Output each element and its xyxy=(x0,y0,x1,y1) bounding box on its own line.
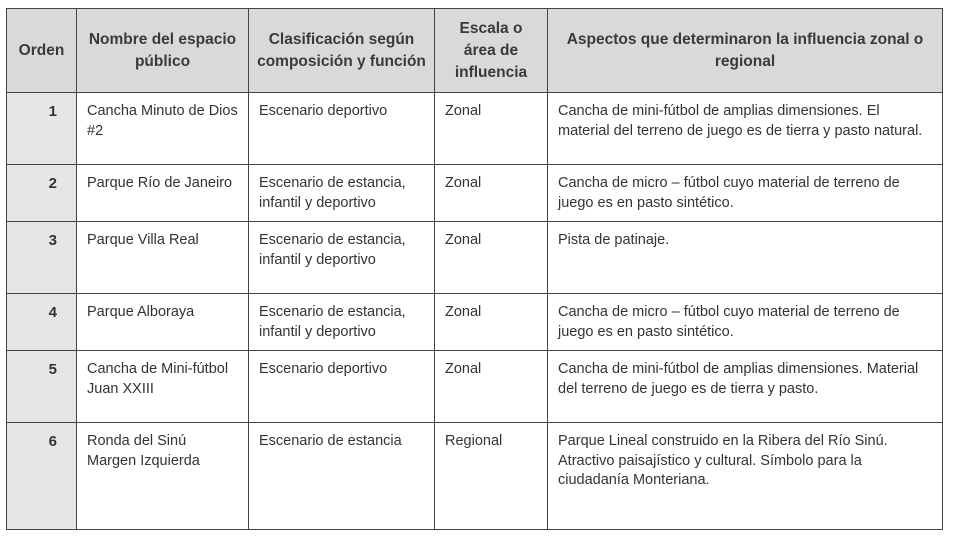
cell-aspectos: Cancha de mini-fútbol de amplias dimensiones. Material del terreno de juego es de tierra y pasto. xyxy=(548,351,943,423)
cell-nombre: Ronda del Sinú Margen Izquierda xyxy=(77,423,249,530)
cell-nombre: Cancha de Mini-fútbol Juan XXIII xyxy=(77,351,249,423)
cell-orden: 1 xyxy=(7,93,77,165)
cell-orden: 5 xyxy=(7,351,77,423)
cell-nombre: Parque Villa Real xyxy=(77,222,249,294)
cell-aspectos: Cancha de micro – fútbol cuyo material de terreno de juego es en pasto sintético. xyxy=(548,165,943,222)
cell-clasificacion: Escenario deportivo xyxy=(249,351,435,423)
cell-escala: Zonal xyxy=(435,93,548,165)
header-escala: Escala o área de influencia xyxy=(435,9,548,93)
table-row xyxy=(7,93,943,165)
cell-orden: 2 xyxy=(7,165,77,222)
cell-orden: 6 xyxy=(7,423,77,530)
cell-nombre: Parque Alboraya xyxy=(77,294,249,351)
table-row xyxy=(7,165,943,222)
header-orden: Orden xyxy=(7,9,77,93)
cell-nombre: Parque Río de Janeiro xyxy=(77,165,249,222)
cell-escala: Zonal xyxy=(435,222,548,294)
table-row xyxy=(7,222,943,294)
cell-orden: 4 xyxy=(7,294,77,351)
cell-nombre: Cancha Minuto de Dios #2 xyxy=(77,93,249,165)
cell-aspectos: Cancha de micro – fútbol cuyo material de terreno de juego es en pasto sintético. xyxy=(548,294,943,351)
table-row xyxy=(7,423,943,530)
header-aspectos: Aspectos que determinaron la influencia zonal o regional xyxy=(548,9,943,93)
cell-escala: Zonal xyxy=(435,351,548,423)
cell-escala: Regional xyxy=(435,423,548,530)
header-clasificacion: Clasificación según composición y función xyxy=(249,9,435,93)
cell-aspectos: Parque Lineal construido en la Ribera del Río Sinú. Atractivo paisajístico y cultural. Símbolo para la ciudadanía Monteriana. xyxy=(548,423,943,530)
table-header-row xyxy=(7,9,943,93)
public-spaces-table xyxy=(6,8,943,530)
header-nombre: Nombre del espacio público xyxy=(77,9,249,93)
cell-clasificacion: Escenario de estancia, infantil y deportivo xyxy=(249,294,435,351)
table-row xyxy=(7,351,943,423)
cell-clasificacion: Escenario de estancia, infantil y deportivo xyxy=(249,222,435,294)
cell-clasificacion: Escenario deportivo xyxy=(249,93,435,165)
cell-escala: Zonal xyxy=(435,294,548,351)
cell-aspectos: Cancha de mini-fútbol de amplias dimensiones. El material del terreno de juego es de tierra y pasto natural. xyxy=(548,93,943,165)
cell-escala: Zonal xyxy=(435,165,548,222)
cell-orden: 3 xyxy=(7,222,77,294)
cell-clasificacion: Escenario de estancia xyxy=(249,423,435,530)
cell-aspectos: Pista de patinaje. xyxy=(548,222,943,294)
cell-clasificacion: Escenario de estancia, infantil y deportivo xyxy=(249,165,435,222)
table-row xyxy=(7,294,943,351)
